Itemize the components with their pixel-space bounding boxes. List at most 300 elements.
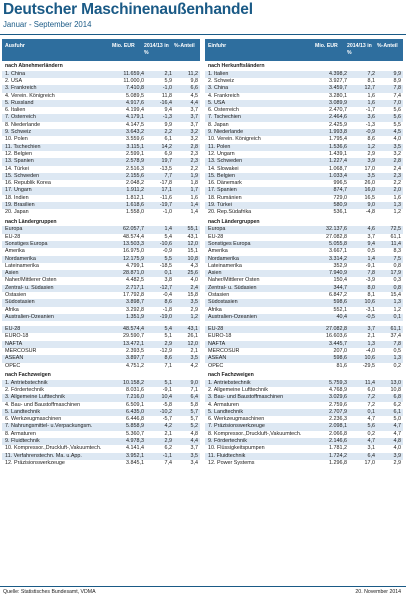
table-row [205,100,403,107]
section-title: nach Abnehmerländern [5,63,63,69]
row-label: 1. Antriebstechnik [5,379,48,386]
change-percent: 4,6 [367,226,375,233]
row-label: 11. Polen [208,143,231,150]
column-header: Ausfuhr [5,43,25,49]
export-table [2,39,200,467]
share-percent: 3,7 [190,121,198,128]
change-percent: 3,1 [367,445,375,452]
change-percent: -9,1 [162,386,172,393]
share-percent: 2,9 [190,306,198,313]
row-label: 3. Bau- und Baustoffmaschinen [208,394,284,401]
value-mio-eur: 12.175,9 [123,255,144,262]
share-percent: 2,3 [190,150,198,157]
value-mio-eur: 996,5 [333,180,347,187]
value-mio-eur: 1.724,2 [329,452,347,459]
change-percent: 6,0 [367,386,375,393]
share-percent: 5,6 [393,107,401,114]
row-label: 2. USA [5,77,23,84]
table-row [2,292,200,299]
section-heading [205,370,403,380]
value-mio-eur: 1.558,0 [126,209,144,216]
change-percent: 16,5 [364,194,375,201]
row-label: 18. Rumänien [208,194,242,201]
row-label: Südostasien [5,299,35,306]
table-row [205,158,403,165]
change-percent: -29,5 [362,362,375,369]
change-percent: 6,4 [367,452,375,459]
row-label: 9. Niederlande [208,129,244,136]
value-mio-eur: 2.048,2 [126,180,144,187]
table-row [205,314,403,321]
value-mio-eur: 2.717,1 [126,284,144,291]
row-label: 10. Kompressor.,Druckluft-,Vakuumtech. [5,445,102,452]
change-percent: -10,6 [159,240,172,247]
value-mio-eur: 1.795,4 [329,136,347,143]
value-mio-eur: 344,7 [333,284,347,291]
share-percent: 4,5 [190,92,198,99]
change-percent: 3,7 [367,233,375,240]
row-label: 17. Spanien [208,187,237,194]
share-percent: 3,2 [190,136,198,143]
row-label: 19. Türkei [208,202,232,209]
value-mio-eur: 16.603,6 [326,333,347,340]
value-mio-eur: 3.559,6 [126,136,144,143]
table-row [2,341,200,348]
table-row [205,234,403,241]
row-label: NAFTA [208,340,226,347]
import-table [205,39,403,467]
share-percent: 12,0 [187,340,198,347]
row-label: Afrika [5,306,19,313]
value-mio-eur: 1.812,1 [126,194,144,201]
table-row [2,209,200,216]
share-percent: 1,6 [393,194,401,201]
change-percent: 3,9 [367,158,375,165]
value-mio-eur: 16.975,0 [123,248,144,255]
table-row [2,355,200,362]
row-label: 19. Brasilien [5,202,35,209]
row-label: 7. Nahrungsmittel- u.Verpackungsm. [5,423,93,430]
change-percent: -3,1 [365,306,375,313]
share-percent: 7,4 [393,92,401,99]
share-percent: 2,9 [393,459,401,466]
change-percent: 5,1 [164,333,172,340]
value-mio-eur: 4.978,3 [126,438,144,445]
change-percent: 5,5 [164,255,172,262]
row-label: Ostasien [5,291,27,298]
table-row [2,453,200,460]
value-mio-eur: 3.292,8 [126,306,144,313]
value-mio-eur: 6.847,2 [329,291,347,298]
share-percent: 37,4 [390,333,401,340]
value-mio-eur: 580,9 [333,202,347,209]
row-label: 2. Allgemeine Lufttechnik [208,386,268,393]
row-label: 10. Polen [5,136,28,143]
share-percent: 1,4 [190,202,198,209]
table-row [2,226,200,233]
value-mio-eur: 48.574,4 [123,233,144,240]
row-label: EU-28 [208,326,224,333]
table-row [2,394,200,401]
change-percent: -19,0 [159,313,172,320]
section-heading [205,61,403,71]
change-percent: 8,6 [164,299,172,306]
share-percent: 72,5 [390,226,401,233]
row-label: 8. Kompressor.,Druckluft-,Vakuumtech. [208,430,302,437]
share-percent: 6,2 [393,401,401,408]
value-mio-eur: 2.578,9 [126,158,144,165]
change-percent: -0,9 [365,129,375,136]
table-row [2,100,200,107]
row-label: 4. Armaturen [208,401,239,408]
share-percent: 8,3 [393,248,401,255]
change-percent: -4,8 [365,209,375,216]
change-percent: -5,7 [162,416,172,423]
table-row [2,129,200,136]
share-percent: 3,5 [393,143,401,150]
share-percent: 7,8 [393,340,401,347]
share-percent: 3,5 [190,355,198,362]
value-mio-eur: 1.033,4 [329,172,347,179]
value-mio-eur: 5.858,9 [126,423,144,430]
left-table-header [2,39,200,61]
value-mio-eur: 3.314,2 [329,255,347,262]
row-label: 6. Werkzeugmaschinen [5,416,62,423]
table-row [2,195,200,202]
change-percent: 14,2 [161,143,172,150]
table-row [2,380,200,387]
table-row [2,93,200,100]
table-row [205,363,403,370]
share-percent: 4,8 [393,438,401,445]
table-row [2,78,200,85]
row-label: OPEC [208,362,224,369]
share-percent: 1,6 [190,194,198,201]
table-row [205,380,403,387]
share-percent: 15,8 [187,291,198,298]
value-mio-eur: 11.659,4 [123,70,144,77]
share-percent: 6,1 [393,408,401,415]
table-row [205,292,403,299]
share-percent: 3,9 [393,452,401,459]
share-percent: 9,0 [190,379,198,386]
change-percent: -3,9 [365,277,375,284]
share-percent: 11,4 [390,240,401,247]
change-percent: -17,8 [159,180,172,187]
value-mio-eur: 3.445,7 [329,340,347,347]
change-percent: 3,5 [367,172,375,179]
table-row [2,234,200,241]
value-mio-eur: 2.759,6 [329,401,347,408]
share-percent: 11,2 [187,70,198,77]
value-mio-eur: 352,9 [333,262,347,269]
change-percent: -12,9 [159,348,172,355]
value-mio-eur: 1.296,8 [329,459,347,466]
value-mio-eur: 13.472,1 [123,340,144,347]
table-row [205,263,403,270]
row-label: Asien [208,270,222,277]
value-mio-eur: 40,4 [336,313,347,320]
change-percent: 9,4 [367,240,375,247]
share-percent: 55,1 [187,226,198,233]
table-row [205,173,403,180]
table-row [205,460,403,467]
value-mio-eur: 3.643,2 [126,129,144,136]
change-percent: 4,7 [367,438,375,445]
table-row [205,285,403,292]
table-row [205,355,403,362]
page-subtitle: Januar - September 2014 [3,20,92,29]
table-row [2,445,200,452]
row-label: Sonstiges Europa [5,240,48,247]
table-row [205,256,403,263]
table-row [205,136,403,143]
section-title: nach Herkunftsländern [208,63,265,69]
share-percent: 15,1 [187,248,198,255]
change-percent: 7,2 [367,394,375,401]
change-percent: 6,1 [164,136,172,143]
table-row [205,299,403,306]
column-header: 2014/13 in % [347,43,372,56]
share-percent: 0,8 [393,262,401,269]
column-header: Mio. EUR [112,43,135,49]
table-row [2,180,200,187]
change-percent: 2,1 [164,430,172,437]
row-label: Nordamerika [5,255,36,262]
change-percent: 3,7 [367,326,375,333]
value-mio-eur: 5.089,5 [126,92,144,99]
row-label: 10. Flüssigkeitspumpen [208,445,265,452]
share-percent: 1,2 [190,313,198,320]
value-mio-eur: 5.055,8 [329,240,347,247]
table-row [2,299,200,306]
value-mio-eur: 552,1 [333,306,347,313]
row-label: Asien [5,270,19,277]
value-mio-eur: 729,0 [333,194,347,201]
share-percent: 6,4 [190,394,198,401]
share-percent: 3,7 [190,445,198,452]
share-percent: 4,0 [393,445,401,452]
value-mio-eur: 2.470,7 [329,107,347,114]
share-percent: 25,6 [187,270,198,277]
value-mio-eur: 6.446,8 [126,416,144,423]
change-percent: 0,1 [164,270,172,277]
row-label: 7. Präzisionswerkzeuge [208,423,265,430]
table-row [2,241,200,248]
row-label: 15. Schweden [5,172,40,179]
column-header: %-Anteil [377,43,398,49]
change-percent: 5,9 [164,77,172,84]
value-mio-eur: 4.398,2 [329,70,347,77]
share-percent: 1,3 [393,355,401,362]
share-percent: 2,4 [393,165,401,172]
change-percent: 10,6 [364,355,375,362]
table-row [2,122,200,129]
change-percent: 17,0 [364,165,375,172]
row-label: Naher/Mittlerer Osten [208,277,260,284]
value-mio-eur: 3.898,7 [126,299,144,306]
change-percent: 17,0 [364,459,375,466]
change-percent: -13,5 [159,165,172,172]
publication-date: 20. November 2014 [355,589,401,595]
row-label: 5. USA [208,99,226,106]
table-row [2,71,200,78]
share-percent: 7,1 [190,386,198,393]
source-note: Quelle: Statistisches Bundesamt, VDMA [3,589,96,595]
row-label: 14. Türkei [5,165,29,172]
share-percent: 17,9 [390,270,401,277]
table-row [205,93,403,100]
row-label: 1. Italien [208,70,229,77]
row-label: 3. Allgemeine Lufttechnik [5,394,65,401]
change-percent: -1,3 [162,114,172,121]
table-row [205,394,403,401]
value-mio-eur: 2.425,9 [329,121,347,128]
change-percent: 7,8 [367,270,375,277]
value-mio-eur: 4.147,5 [126,121,144,128]
share-percent: 43,1 [187,326,198,333]
row-label: 20. Japan [5,209,29,216]
change-percent: -1,0 [162,209,172,216]
row-label: MERCOSUR [208,348,240,355]
row-label: 11. Fluidtechnik [208,452,246,459]
row-label: MERCOSUR [5,348,37,355]
value-mio-eur: 1.993,8 [329,129,347,136]
row-label: 5. Landtechnik [208,408,244,415]
change-percent: -9,1 [365,262,375,269]
table-row [205,416,403,423]
row-label: 15. Belgien [208,172,235,179]
share-percent: 0,2 [393,362,401,369]
table-row [2,166,200,173]
share-percent: 9,8 [190,77,198,84]
change-percent: 7,2 [367,401,375,408]
value-mio-eur: 4.141,4 [126,445,144,452]
share-percent: 2,2 [190,165,198,172]
row-label: Afrika [208,306,222,313]
table-row [2,416,200,423]
change-percent: 7,1 [164,362,172,369]
row-label: 6. Werkzeugmaschinen [208,416,265,423]
row-label: 6. Österreich [208,107,239,114]
table-row [205,333,403,340]
row-label: 12. Belgien [5,150,32,157]
row-label: 4. Verein. Königreich [5,92,55,99]
share-percent: 4,5 [393,129,401,136]
table-row [2,438,200,445]
change-percent: 0,2 [367,430,375,437]
row-label: 4. Frankreich [208,92,240,99]
share-percent: 4,8 [190,430,198,437]
row-label: OPEC [5,362,21,369]
value-mio-eur: 1.068,7 [329,165,347,172]
change-percent: 11,4 [364,379,375,386]
row-label: 18. Indien [5,194,29,201]
column-header: Mio. EUR [315,43,338,49]
change-percent: 3,6 [367,114,375,121]
table-row [2,187,200,194]
value-mio-eur: 4.768,9 [329,386,347,393]
table-row [205,248,403,255]
share-percent: 2,8 [393,158,401,165]
table-row [205,423,403,430]
change-percent: 9,4 [164,107,172,114]
change-percent: 8,0 [367,284,375,291]
change-percent: 5,4 [164,233,172,240]
share-percent: 1,8 [190,180,198,187]
table-row [205,180,403,187]
row-label: 1. Antriebstechnik [208,379,251,386]
table-row [2,314,200,321]
share-percent: 1,3 [393,202,401,209]
share-percent: 3,2 [393,150,401,157]
share-percent: 4,0 [393,136,401,143]
share-percent: 4,2 [190,362,198,369]
share-percent: 4,4 [190,438,198,445]
row-label: ASEAN [5,355,24,362]
table-row [205,326,403,333]
row-label: Südostasien [208,299,238,306]
value-mio-eur: 874,7 [333,187,347,194]
share-percent: 0,3 [393,277,401,284]
share-percent: 3,7 [190,114,198,121]
value-mio-eur: 1.781,2 [329,445,347,452]
table-row [2,326,200,333]
table-row [205,85,403,92]
change-percent: 4,2 [164,423,172,430]
value-mio-eur: 2.707,9 [329,408,347,415]
column-header: Einfuhr [208,43,227,49]
table-row [2,114,200,121]
share-percent: 2,4 [190,284,198,291]
value-mio-eur: 2.236,3 [329,416,347,423]
change-percent: 10,4 [161,394,172,401]
table-row [205,277,403,284]
share-percent: 4,7 [393,430,401,437]
change-percent: 8,6 [367,136,375,143]
change-percent: 6,9 [164,150,172,157]
value-mio-eur: 3.897,7 [126,355,144,362]
value-mio-eur: 29.590,7 [123,333,144,340]
row-label: 5. Landtechnik [5,408,41,415]
row-label: 5. Russland [5,99,34,106]
value-mio-eur: 3.667,1 [329,248,347,255]
table-row [205,122,403,129]
row-label: 1. China [5,70,26,77]
value-mio-eur: 13.503,3 [123,240,144,247]
table-row [205,129,403,136]
value-mio-eur: 7.410,8 [126,85,144,92]
row-label: 14. Slowakei [208,165,239,172]
share-percent: 2,2 [393,180,401,187]
share-percent: 7,5 [393,255,401,262]
row-label: 12. Power Systems [208,459,255,466]
row-label: 6. Italien [5,107,26,114]
change-percent: 7,4 [164,459,172,466]
table-row [2,202,200,209]
change-percent: 26,0 [364,180,375,187]
table-row [2,348,200,355]
section-title: nach Ländergruppen [208,218,260,225]
share-percent: 2,0 [393,187,401,194]
table-row [2,248,200,255]
change-percent: -18,5 [159,262,172,269]
bottom-divider [0,586,406,587]
row-label: 11. Tschechien [5,143,41,150]
row-label: Amerika [208,248,228,255]
column-header: 2014/13 in % [144,43,169,56]
section-title: nach Fachzweigen [208,371,254,378]
